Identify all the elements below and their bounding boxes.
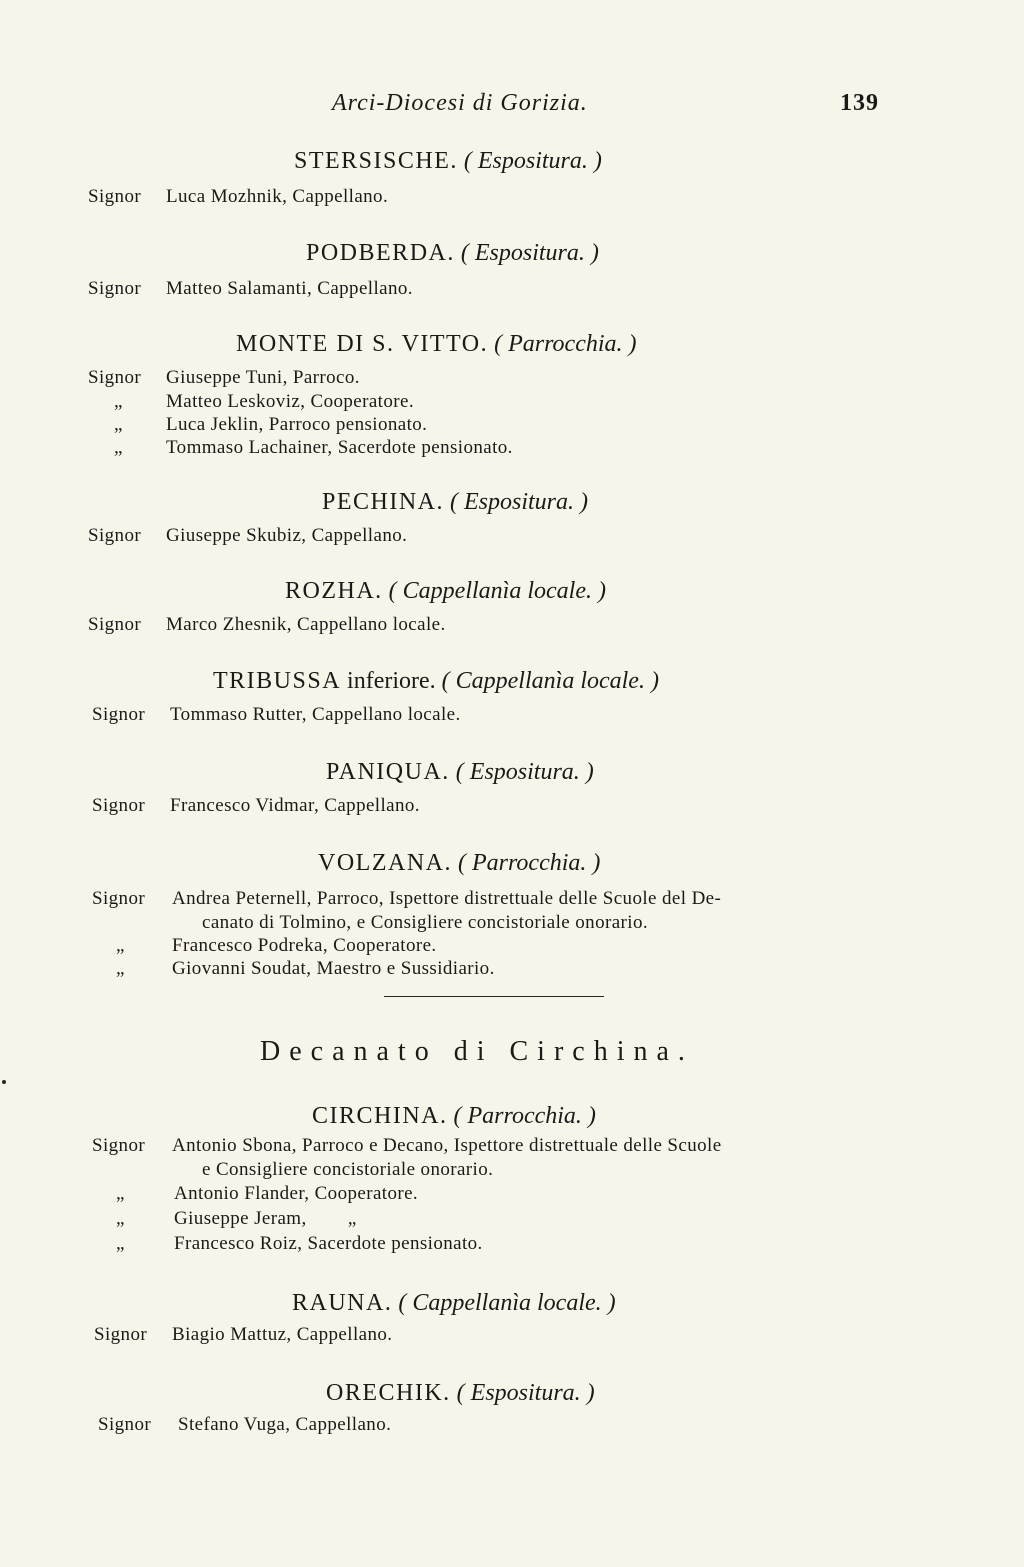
clergy-name: Antonio Flander, Cooperatore. [174,1183,419,1204]
place-name: PODBERDA. [306,240,455,266]
running-head [0,90,1024,122]
title-signor: Signor [92,1135,146,1156]
place-name: ROZHA. [285,578,383,604]
clergy-name: Giovanni Soudat, Maestro e Sussidiario. [172,958,495,979]
place-name: MONTE DI S. VITTO. [236,331,489,357]
clergy-name: Andrea Peternell, Parroco, Ispettore distrettuale delle Scuole del De- [172,888,722,909]
entry-heading [292,1290,616,1317]
church-type: ( Cappellanìa locale. ) [388,578,606,604]
entry-heading [326,759,594,786]
entry-heading [312,1103,596,1130]
ditto-mark: „ [116,958,125,979]
place-name: VOLZANA. [318,850,452,876]
entry-heading [318,850,600,877]
clergy-name: Stefano Vuga, Cappellano. [178,1414,392,1435]
title-signor: Signor [88,186,142,207]
clergy-name: Matteo Salamanti, Cappellano. [166,278,413,299]
title-signor: Signor [92,888,146,909]
church-type: ( Cappellanìa locale. ) [441,668,659,694]
clergy-name: Luca Mozhnik, Cappellano. [166,186,389,207]
ditto-mark: „ [114,437,123,458]
entry-heading [236,331,637,358]
page-number: 139 [840,90,879,116]
clergy-name: Matteo Leskoviz, Cooperatore. [166,391,414,412]
entry-heading [294,148,602,175]
clergy-name: Francesco Vidmar, Cappellano. [170,795,420,816]
clergy-name: Tommaso Rutter, Cappellano locale. [170,704,461,725]
entry-heading [306,240,599,267]
clergy-name: Giuseppe Skubiz, Cappellano. [166,525,408,546]
entry-heading [322,489,588,516]
running-title: Arci-Diocesi di Gorizia. [332,90,588,116]
church-type: ( Parrocchia. ) [453,1103,596,1129]
place-suffix: inferiore. [347,668,436,694]
church-type: ( Espositura. ) [456,1380,595,1406]
church-type: ( Parrocchia. ) [457,850,601,876]
ditto-mark: „ [114,414,123,435]
church-type: ( Espositura. ) [463,148,602,174]
clergy-name-continuation: canato di Tolmino, e Consigliere concistoriale onorario. [202,912,648,933]
church-type: ( Espositura. ) [450,489,589,515]
section-divider [384,996,604,997]
church-type: ( Cappellanìa locale. ) [398,1290,616,1316]
clergy-name-continuation: e Consigliere concistoriale onorario. [202,1159,494,1180]
ditto-mark: „ [116,935,125,956]
edge-speck [2,1080,6,1084]
clergy-name: Giuseppe Tuni, Parroco. [166,367,360,388]
place-name: CIRCHINA. [312,1103,448,1129]
deanery-title: Decanato di Circhina. [260,1036,694,1067]
clergy-name: Luca Jeklin, Parroco pensionato. [166,414,428,435]
ditto-mark: „ [116,1233,125,1254]
ditto-mark: „ [114,391,123,412]
title-signor: Signor [98,1414,152,1435]
title-signor: Signor [88,367,142,388]
clergy-name: Francesco Roiz, Sacerdote pensionato. [174,1233,483,1254]
title-signor: Signor [92,704,146,725]
clergy-name: Francesco Podreka, Cooperatore. [172,935,437,956]
entry-heading [285,578,606,605]
ditto-mark: „ [116,1208,125,1229]
title-signor: Signor [88,278,142,299]
clergy-name: Tommaso Lachainer, Sacerdote pensionato. [166,437,513,458]
place-name: TRIBUSSA [213,668,342,694]
place-name: PANIQUA. [326,759,450,785]
place-name: STERSISCHE. [294,148,458,174]
title-signor: Signor [92,795,146,816]
place-name: RAUNA. [292,1290,393,1316]
title-signor: Signor [88,614,142,635]
clergy-name: Biagio Mattuz, Cappellano. [172,1324,393,1345]
place-name: PECHINA. [322,489,445,515]
clergy-name: Antonio Sbona, Parroco e Decano, Ispettore distrettuale delle Scuole [172,1135,722,1156]
title-signor: Signor [88,525,142,546]
clergy-name: Marco Zhesnik, Cappellano locale. [166,614,446,635]
church-type: ( Parrocchia. ) [494,331,637,357]
ditto-mark: „ [116,1183,125,1204]
entry-heading [213,668,659,695]
place-name: ORECHIK. [326,1380,451,1406]
title-signor: Signor [94,1324,148,1345]
church-type: ( Espositura. ) [455,759,594,785]
entry-heading [326,1380,595,1407]
church-type: ( Espositura. ) [460,240,599,266]
clergy-name: Giuseppe Jeram, „ [174,1208,357,1229]
